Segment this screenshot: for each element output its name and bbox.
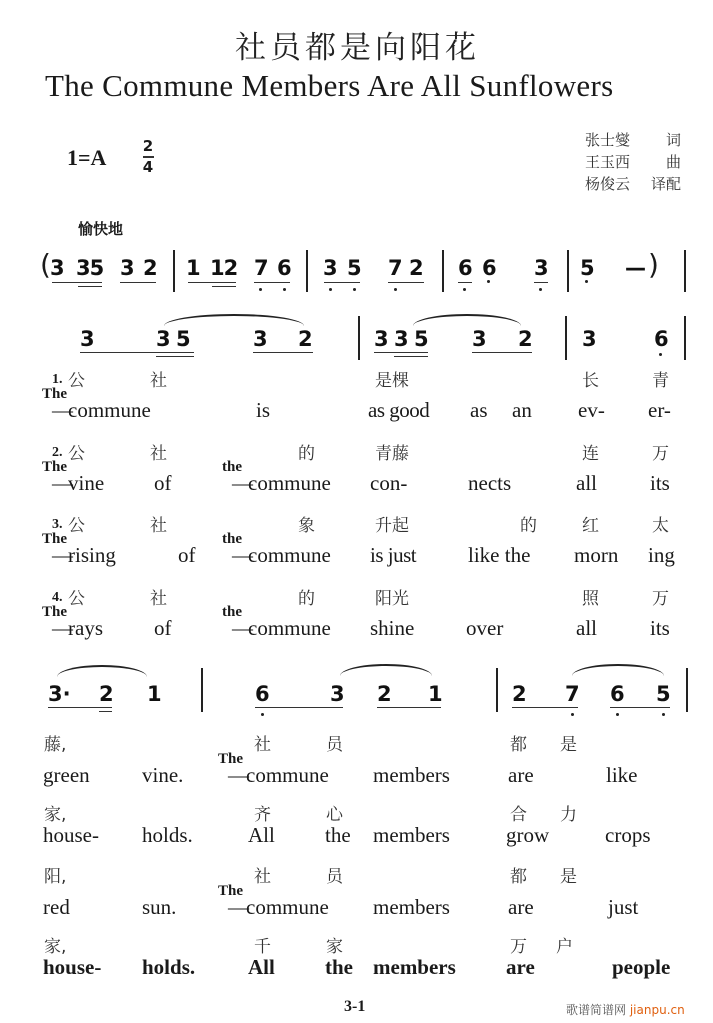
lyric-cn: 是 [560,735,577,755]
lyric-en-pickup: The [218,883,244,899]
note: 3 [472,327,487,351]
lyric-en: all [576,616,597,640]
lyric-cn: 社 [150,516,167,536]
note: 3 [253,327,268,351]
lyric-en: All [248,955,275,979]
lyric-en: of [154,616,172,640]
verse-number: 4. [52,590,63,605]
title-english: The Commune Members Are All Sunflowers [45,68,614,103]
lyric-cn: 公 [68,516,85,536]
lyric-cn: 社 [254,867,271,887]
slur [572,664,664,676]
lyric-en: its [650,471,670,495]
verse-number: 1. [52,372,63,387]
lyric-en: as good [368,398,430,422]
lyric-en-pickup: The [42,386,68,402]
barline [684,316,686,360]
lyric-en: morn [574,543,619,567]
slur [57,665,147,677]
barline [686,668,688,712]
title-chinese: 社员都是向阳花 [235,30,480,66]
note: 5 [347,256,362,280]
credits [585,129,681,195]
verse-number: 2. [52,445,63,460]
lyric-cn: 齐 [254,805,271,825]
slur [164,314,304,326]
lyric-cn: 社 [150,444,167,464]
tempo-marking: 愉快地 [78,220,124,238]
lyric-en-pickup: The [42,531,68,547]
lyric-cn: 的 [298,589,315,609]
note: 3 [50,256,65,280]
lyric-en: like the [468,543,531,567]
verse-number: 3. [52,517,63,532]
lyric-en: rising [68,543,116,567]
lyric-en: ing [648,543,675,567]
lyric-cn: 社 [150,589,167,609]
lyric-en: just [608,895,639,919]
note: 3 [156,327,171,351]
lyric-en-pickup: the [222,459,242,475]
barline [567,250,569,292]
lyric-cn: 社 [150,371,167,391]
lyric-cn: 家, [44,805,67,825]
lyric-en: rays [68,616,103,640]
note: 6 [458,256,473,280]
note: 6 [482,256,497,280]
lyric-en: con- [370,471,408,495]
lyric-en-pickup: The [42,459,68,475]
lyric-en: its [650,616,670,640]
lyric-en: an [512,398,532,422]
slur [413,314,521,326]
lyric-cn: 的 [298,444,315,464]
note: 2 [99,682,114,706]
barline [306,250,308,292]
lyric-en: is [256,398,271,422]
lyric-en: members [373,955,456,979]
note: 6 [610,682,625,706]
lyric-en: of [154,471,172,495]
lyric-en: nects [468,471,512,495]
lyric-cn: 是棵 [375,371,409,391]
lyric-en: commune [248,543,331,567]
lyric-en: is just [370,543,417,567]
lyric-cn: 长 [582,371,599,391]
lyric-cn: 万 [652,444,669,464]
lyric-cn: 都 [510,867,527,887]
lyric-en: commune [68,398,151,422]
lyric-en: all [576,471,597,495]
watermark-cn: 歌谱简谱网 [566,1003,627,1017]
lyric-en: grow [506,823,550,847]
note: 2 [518,327,533,351]
lyric-en: vine [68,471,105,495]
note: 2 [512,682,527,706]
note: 3 [394,327,409,351]
lyric-en: holds. [142,955,196,979]
lyric-en: like [606,763,638,787]
lyric-cn: 万 [652,589,669,609]
note: 3 [323,256,338,280]
note: 1 [186,256,201,280]
note: 1 [428,682,443,706]
barline [496,668,498,712]
lyric-cn: 青 [652,371,669,391]
note: 2 [143,256,158,280]
note: 7 [565,682,580,706]
lyric-en: as [470,398,488,422]
watermark-site: jianpu.cn [629,1003,685,1017]
note: 1 [147,682,162,706]
note: 6 [255,682,270,706]
lyric-cn: 藤, [44,735,67,755]
lyric-en: commune [248,616,331,640]
lyric-cn: 太 [652,516,669,536]
lyric-en-pickup: the [222,604,242,620]
lyric-en: sun. [142,895,177,919]
lyric-en: are [508,763,534,787]
note: 7 [254,256,269,280]
lyric-en: green [43,763,90,787]
credit-translator: 杨俊云 译配 [585,175,681,193]
note: 3· [48,682,71,706]
lyric-en: the [325,955,353,979]
lyric-en: commune [246,763,329,787]
note: 35 [76,256,104,280]
lyric-cn: 都 [510,735,527,755]
note: 6 [654,327,669,351]
note: 3 [582,327,597,351]
lyric-cn: 户 [556,937,573,957]
lyric-cn: 公 [68,371,85,391]
note: 3 [80,327,95,351]
lyric-en-pickup: The [218,751,244,767]
note: 3 [374,327,389,351]
key-signature: 1=A [67,145,107,170]
note: 5 [176,327,191,351]
barline [173,250,175,292]
lyric-en: house- [43,955,102,979]
lyric-cn: 力 [560,805,577,825]
page-number: 3-1 [344,998,366,1015]
lyric-en-pickup: the [222,531,242,547]
lyric-cn: 公 [68,444,85,464]
note: 3 [120,256,135,280]
lyric-en: are [508,895,534,919]
lyric-cn: 家 [326,937,343,957]
lyric-en: crops [605,823,651,847]
lyric-cn: 是 [560,867,577,887]
note: 2 [377,682,392,706]
lyric-en: commune [246,895,329,919]
note: 5 [580,256,595,280]
note: 5 [414,327,429,351]
note: 5 [656,682,671,706]
lyric-en: over [466,616,504,640]
barline [684,250,686,292]
lyric-en: members [373,763,450,787]
lyric-en: All [248,823,275,847]
lyric-cn: 的 [520,516,537,536]
lyric-cn: 合 [510,805,527,825]
slur [340,664,432,676]
meter-top: 2 [142,137,154,155]
close-paren: ) [648,248,659,281]
lyric-cn: 象 [298,516,315,536]
open-paren: ( [40,248,51,281]
credit-lyricist: 张士燮 词 [585,131,681,149]
lyric-en: er- [648,398,671,422]
lyric-en: members [373,823,450,847]
note: — [625,256,646,280]
note: 6 [277,256,292,280]
note: 12 [210,256,238,280]
lyric-cn: 升起 [375,516,409,536]
note: 2 [298,327,313,351]
lyric-cn: 照 [582,589,599,609]
lyric-cn: 员 [326,867,343,887]
lyric-cn: 连 [582,444,599,464]
barline [358,316,360,360]
lyric-cn: 家, [44,937,67,957]
lyric-en: ev- [578,398,605,422]
note: 3 [534,256,549,280]
note: 2 [409,256,424,280]
lyric-cn: 红 [582,516,599,536]
lyric-en: the [325,823,351,847]
time-signature [140,138,156,176]
lyric-cn: 万 [510,937,527,957]
lyric-en: are [506,955,535,979]
lyric-cn: 社 [254,735,271,755]
lyric-en: house- [43,823,99,847]
lyric-en-pickup: The [42,604,68,620]
credit-composer: 王玉西 曲 [585,153,681,171]
lyric-cn: 阳光 [375,589,409,609]
lyric-en: vine. [142,763,184,787]
lyric-en: red [43,895,70,919]
barline [201,668,203,712]
lyric-cn: 青藤 [375,444,409,464]
lyric-en: people [612,955,671,979]
lyric-en: commune [248,471,331,495]
lyric-cn: 阳, [44,867,67,887]
lyric-cn: 员 [326,735,343,755]
meter-bottom: 4 [142,158,154,176]
watermark [566,1001,685,1018]
lyric-en: members [373,895,450,919]
lyric-cn: 心 [326,805,343,825]
lyric-cn: 公 [68,589,85,609]
barline [442,250,444,292]
lyric-cn: 千 [254,937,271,957]
lyric-en: holds. [142,823,193,847]
lyric-en: of [178,543,196,567]
note: 7 [388,256,403,280]
note: 3 [330,682,345,706]
barline [565,316,567,360]
lyric-en: shine [370,616,415,640]
